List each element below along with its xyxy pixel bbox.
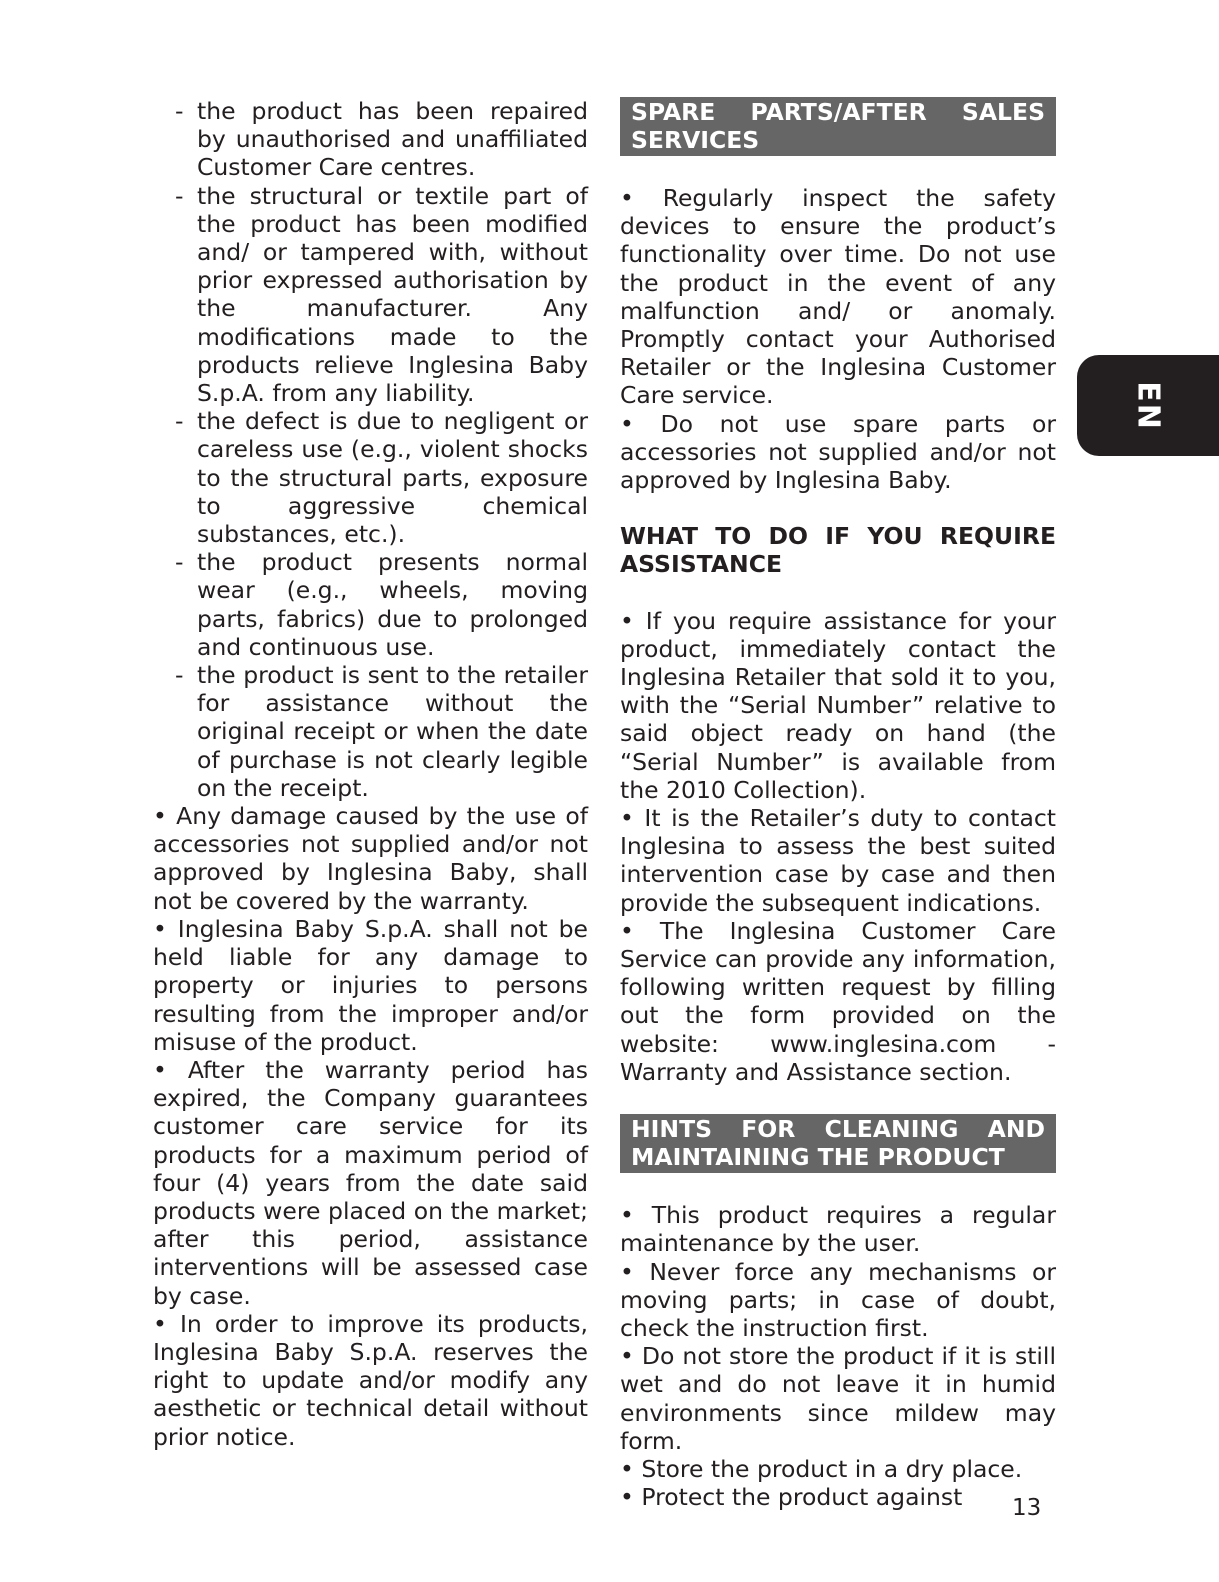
warranty-exclusions-list — [153, 97, 588, 802]
paragraph: • In order to improve its products, Inglesina Baby S.p.A. reserves the right to update and/or modify any aesthetic or technical detail without prior notice. — [153, 1309, 588, 1451]
paragraph: • Inglesina Baby S.p.A. shall not be held liable for any damage to property or injuries to persons resulting from the improper and/or misuse of the product. — [153, 914, 588, 1056]
paragraph: • Do not use spare parts or accessories not supplied and/or not approved by Inglesina Baby. — [620, 409, 1056, 495]
paragraph: • Any damage caused by the use of accessories not supplied and/or not approved by Inglesina Baby, shall not be covered by the warranty. — [153, 802, 588, 915]
spare-parts-heading — [620, 97, 1056, 156]
list-item: - the product is sent to the retailer for assistance without the original receipt or when the date of purchase is not clearly legible on the receipt. — [153, 661, 588, 802]
paragraph: • Protect the product against — [620, 1483, 963, 1512]
right-column — [620, 97, 1056, 1511]
section-heading-text: HINTS FOR CLEANING AND MAINTAINING THE PRODUCT — [631, 1115, 1045, 1172]
assistance-heading: WHAT TO DO IF YOU REQUIRE ASSISTANCE — [620, 522, 1056, 579]
page-number: 13 — [1012, 1495, 1042, 1521]
list-item: - the product has been repaired by unauthorised and unaffiliated Customer Care centres. — [153, 97, 588, 182]
paragraph: • It is the Retailer’s duty to contact Inglesina to assess the best suited intervention case by case and then provide the subsequent indications. — [620, 804, 1056, 917]
paragraph: • Regularly inspect the safety devices to ensure the product’s functionality over time. Do not use the product in the event of any malfunction and/ or anomaly. Promptly contact your Authorised Retailer or the Inglesina Customer Care service. — [620, 184, 1056, 410]
paragraph: • After the warranty period has expired, the Company guarantees customer care service for its products for a maximum period of four (4) years from the date said products were placed on the market; after this period, assistance interventions will be assessed case by case. — [153, 1055, 588, 1310]
section-heading-text: SPARE PARTS/AFTER SALES SERVICES — [631, 98, 1045, 154]
paragraph: • If you require assistance for your product, immediately contact the Inglesina Retailer that sold it to you, with the “Serial Number” relative to said object ready on hand (the “Serial Number” is available from the 2010 Collection). — [620, 606, 1056, 804]
language-tab-label: EN — [1130, 380, 1166, 431]
paragraph: • Never force any mechanisms or moving parts; in case of doubt, check the instruction first. — [620, 1257, 1056, 1342]
list-item: - the product presents normal wear (e.g., wheels, moving parts, fabrics) due to prolonged and continuous use. — [153, 548, 588, 661]
left-column — [153, 97, 588, 1451]
list-item: - the structural or textile part of the product has been modified and/ or tampered with, without prior expressed authorisation by the manufacturer. Any modifications made to the products relieve Inglesina Baby S.p.A. from any liability. — [153, 182, 588, 408]
paragraph: • Store the product in a dry place. — [620, 1454, 1023, 1483]
paragraph: • Do not store the product if it is still wet and do not leave it in humid environments since mildew may form. — [620, 1342, 1056, 1455]
language-tab — [1077, 355, 1219, 456]
list-item: - the defect is due to negligent or careless use (e.g., violent shocks to the structural parts, exposure to aggressive chemical substances, etc.). — [153, 407, 588, 548]
paragraph: • This product requires a regular maintenance by the user. — [620, 1201, 1056, 1258]
cleaning-heading — [620, 1114, 1056, 1173]
paragraph: • The Inglesina Customer Care Service can provide any information, following written request by filling out the form provided on the website: www.inglesina.com - Warranty and Assistance section. — [620, 916, 1056, 1086]
